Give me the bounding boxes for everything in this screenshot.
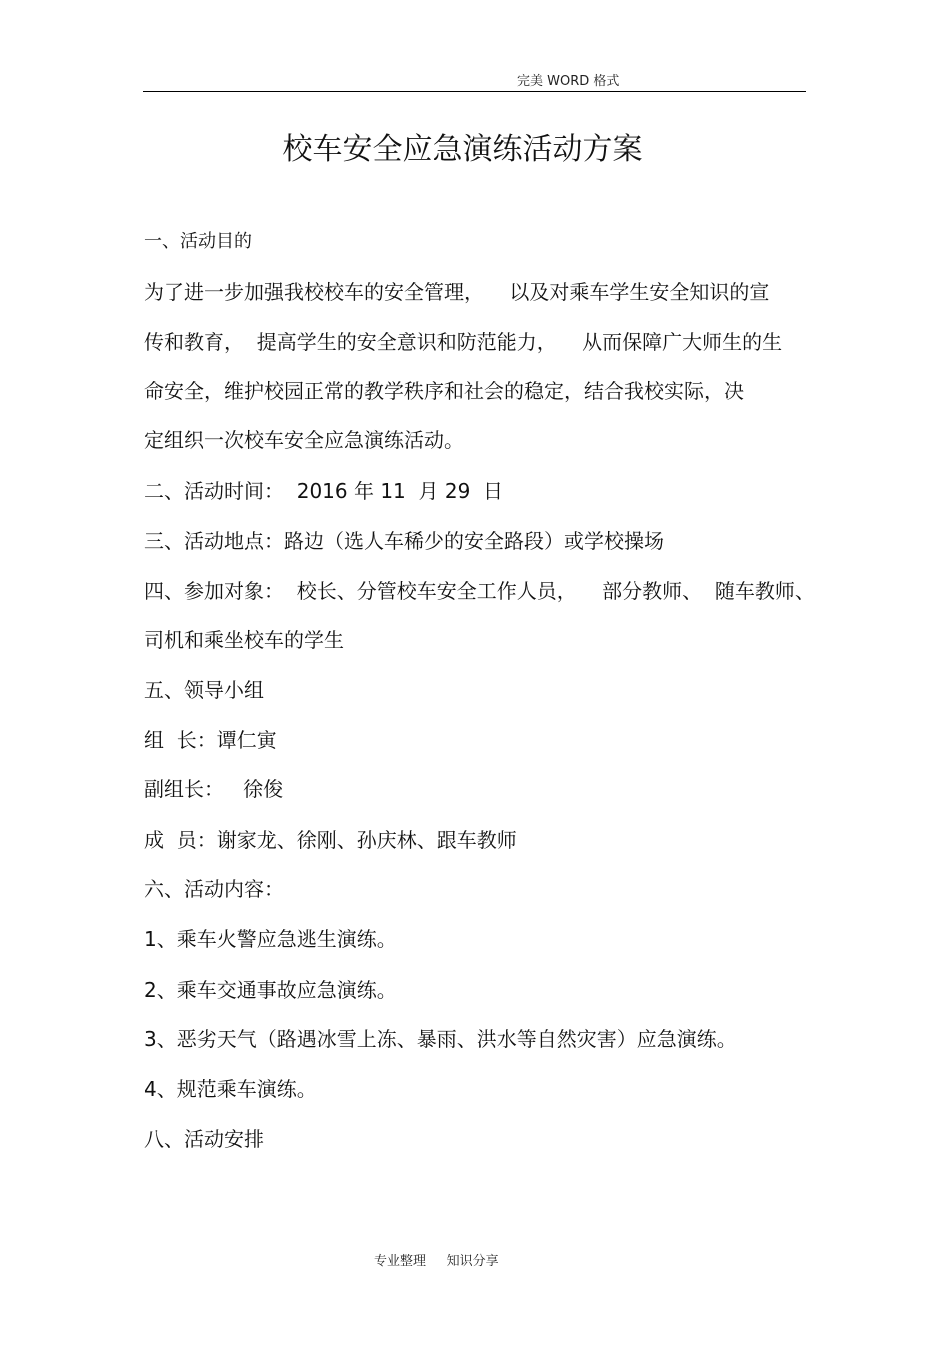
- paragraph-line: 定组织一次校车安全应急演练活动。: [144, 428, 464, 452]
- leader-entry: 组 长：谭仁寅: [144, 728, 277, 752]
- section-time: 二、活动时间： 2016 年 11 月 29 日: [144, 479, 504, 503]
- content-item: 2、乘车交通事故应急演练。: [144, 978, 397, 1002]
- content-item: 4、规范乘车演练。: [144, 1077, 317, 1101]
- section-content: 六、活动内容：: [144, 877, 284, 901]
- page-footer-text: 专业整理 知识分享: [374, 1254, 499, 1269]
- paragraph-line: 传和教育， 提高学生的安全意识和防范能力， 从而保障广大师生的生: [144, 330, 783, 354]
- content-item: 1、乘车火警应急逃生演练。: [144, 927, 397, 951]
- members-entry: 成 员：谢家龙、徐刚、孙庆林、跟车教师: [144, 828, 517, 852]
- section-leadership: 五、领导小组: [144, 678, 264, 702]
- deputy-leader-entry: 副组长： 徐俊: [144, 777, 284, 801]
- section-participants: 四、参加对象： 校长、分管校车安全工作人员， 部分教师、 随车教师、: [144, 579, 815, 603]
- header-divider: [143, 91, 806, 92]
- paragraph-line: 命安全，维护校园正常的教学秩序和社会的稳定，结合我校实际，决: [144, 379, 744, 403]
- section-arrangement: 八、活动安排: [144, 1127, 264, 1151]
- content-item: 3、恶劣天气（路遇冰雪上冻、暴雨、洪水等自然灾害）应急演练。: [144, 1027, 737, 1051]
- page-header-text: 完美 WORD 格式: [517, 74, 620, 89]
- section-location: 三、活动地点：路边（选人车稀少的安全路段）或学校操场: [144, 529, 664, 553]
- document-title: 校车安全应急演练活动方案: [282, 132, 643, 167]
- paragraph-line: 为了进一步加强我校校车的安全管理， 以及对乘车学生安全知识的宣: [144, 280, 770, 304]
- section-heading-purpose: 一、活动目的: [144, 231, 252, 252]
- paragraph-line: 司机和乘坐校车的学生: [144, 628, 344, 652]
